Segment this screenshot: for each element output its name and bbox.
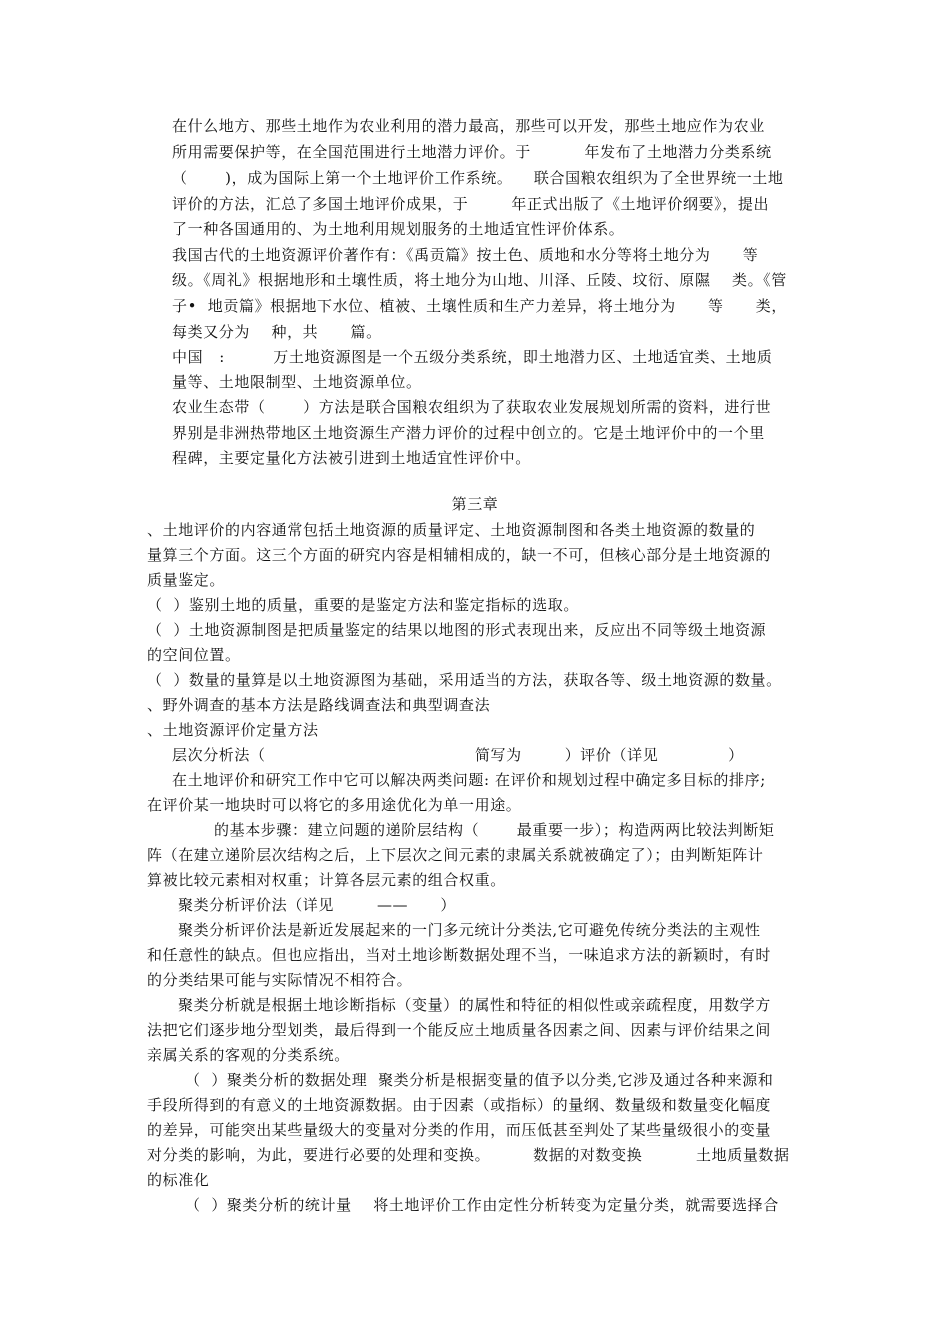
text-line: 算被比较元素相对权重；计算各层元素的组合权重。 xyxy=(147,871,506,889)
text-line: 、土地资源评价定量方法 xyxy=(147,721,319,739)
text-line: 聚类分析就是根据土地诊断指标（变量）的属性和特征的相似性或亲疏程度，用数学方 xyxy=(178,996,771,1014)
text-line: 阵（在建立递阶层次结构之后，上下层次之间元素的隶属关系就被确定了）；由判断矩阵计 xyxy=(147,846,764,864)
text-line: （ ）聚类分析的数据处理 聚类分析是根据变量的值予以分类,它涉及通过各种来源和 xyxy=(185,1071,774,1089)
text-line: 中国 : 万土地资源图是一个五级分类系统，即土地潜力区、土地适宜类、土地质 xyxy=(172,348,773,366)
text-line: 农业生态带（ ）方法是联合国粮农组织为了获取农业发展规划所需的资料，进行世 xyxy=(172,398,772,416)
text-line: 界别是非洲热带地区土地资源生产潜力评价的过程中创立的。它是土地评价中的一个里 xyxy=(172,424,765,442)
text-line: 质量鉴定。 xyxy=(147,571,226,589)
text-line: 法把它们逐步地分型划类，最后得到一个能反应土地质量各因素之间、因素与评价结果之间 xyxy=(147,1021,772,1039)
text-line: （ ）鉴别土地的质量，重要的是鉴定方法和鉴定指标的选取。 xyxy=(147,596,579,614)
text-line: 级。《周礼》根据地形和土壤性质，将土地分为山地、川泽、丘陵、坟衍、原隰 类。《管 xyxy=(172,271,787,289)
text-line: （ )，成为国际上第一个土地评价工作系统。 联合国粮农组织为了全世界统一土地 xyxy=(172,169,784,187)
text-line: 的分类结果可能与实际情况不相符合。 xyxy=(147,971,413,989)
text-line: 亲属关系的客观的分类系统。 xyxy=(147,1046,350,1064)
text-line: 对分类的影响，为此，要进行必要的处理和变换。 数据的对数变换 土地质量数据 xyxy=(147,1146,790,1164)
text-line: 的标准化 xyxy=(147,1171,210,1189)
text-line: 了一种各国通用的、为土地利用规划服务的土地适宜性评价体系。 xyxy=(172,220,625,238)
text-line: （ ）数量的量算是以土地资源图为基础，采用适当的方法，获取各等、级土地资源的数量。 xyxy=(147,671,782,689)
text-line: 我国古代的土地资源评价著作有：《禹贡篇》按土色、质地和水分等将土地分为 等 xyxy=(172,246,759,264)
text-line: 手段所得到的有意义的土地资源数据。由于因素（或指标）的量纲、数量级和数量变化幅度 xyxy=(147,1096,772,1114)
text-line: 在什么地方、那些土地作为农业利用的潜力最高，那些可以开发，那些土地应作为农业 xyxy=(172,117,765,135)
text-line: 的空间位置。 xyxy=(147,646,241,664)
text-line: 量算三个方面。这三个方面的研究内容是相辅相成的，缺一不可，但核心部分是土地资源的 xyxy=(147,546,772,564)
ahp-heading: 层次分析法（ 简写为 ）评价（详见 ） xyxy=(172,746,744,764)
text-line: 程碑，主要定量化方法被引进到土地适宜性评价中。 xyxy=(172,449,531,467)
cluster-heading: 聚类分析评价法（详见 —— ） xyxy=(178,896,456,914)
text-line: （ ）聚类分析的统计量 将土地评价工作由定性分析转变为定量分类，就需要选择合 xyxy=(185,1196,779,1214)
text-line: 每类又分为 种，共 篇。 xyxy=(172,323,382,341)
text-line: 聚类分析评价法是新近发展起来的一门多元统计分类法,它可避免传统分类法的主观性 xyxy=(178,921,761,939)
text-line: 评价的方法，汇总了多国土地评价成果，于 年正式出版了《土地评价纲要》，提出 xyxy=(172,195,770,213)
text-line: （ ）土地资源制图是把质量鉴定的结果以地图的形式表现出来，反应出不同等级土地资源 xyxy=(147,621,767,639)
text-line: 所用需要保护等，在全国范围进行土地潜力评价。于 年发布了土地潜力分类系统 xyxy=(172,143,772,161)
text-line: 、野外调查的基本方法是路线调查法和典型调查法 xyxy=(147,696,491,714)
text-line: 子• 地贡篇》根据地下水位、植被、土壤性质和生产力差异，将土地分为 等 类， xyxy=(172,297,788,315)
text-line: 在评价某一地块时可以将它的多用途优化为单一用途。 xyxy=(147,796,522,814)
text-line: 的差异，可能突出某些量级大的变量对分类的作用，而压低甚至判处了某些量级很小的变量 xyxy=(147,1121,772,1139)
chapter-title: 第三章 xyxy=(451,495,499,513)
text-line: 、土地评价的内容通常包括土地资源的质量评定、土地资源制图和各类土地资源的数量的 xyxy=(147,521,756,539)
text-line: 的基本步骤：建立问题的递阶层结构（ 最重要一步）；构造两两比较法判断矩 xyxy=(214,821,775,839)
text-line: 和任意性的缺点。但也应指出，当对土地诊断数据处理不当，一味追求方法的新颖时，有时 xyxy=(147,946,772,964)
text-line: 在土地评价和研究工作中它可以解决两类问题: 在评价和规划过程中确定多目标的排序; xyxy=(172,771,766,789)
text-line: 量等、土地限制型、土地资源单位。 xyxy=(172,373,422,391)
